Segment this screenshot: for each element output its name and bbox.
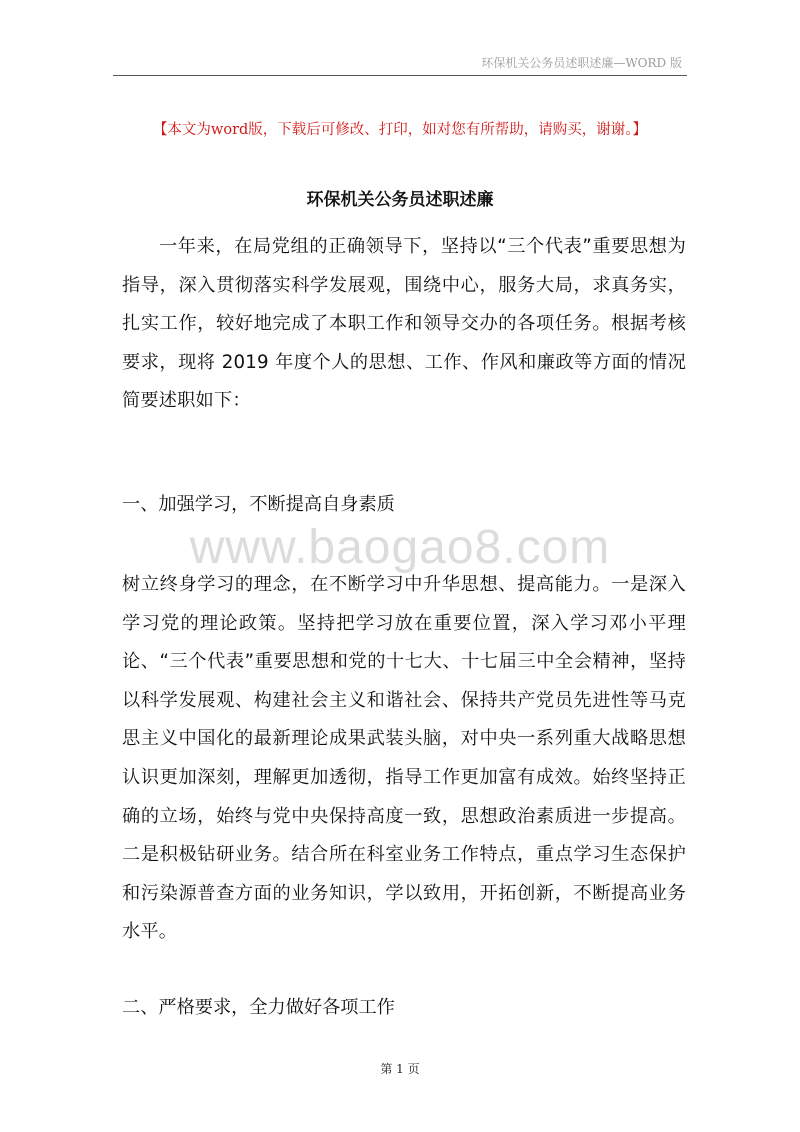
purchase-notice: 【本文为word版，下载后可修改、打印，如对您有所帮助，请购买，谢谢。】 <box>152 122 648 138</box>
page-number: 第 1 页 <box>380 1062 420 1076</box>
section-heading-2: 二、严格要求，全力做好各项工作 <box>122 997 395 1018</box>
section-1-paragraph: 树立终身学习的理念，在不断学习中升华思想、提高能力。一是深入学习党的理论政策。坚持把学习放在重要位置，深入学习邓小平理论、“三个代表”重要思想和党的十七大、十七届三中全会精神，坚持以科学发展观、构建社会主义和谐社会、保持共产党员先进性等马克思主义中国化的最新理论成果武装头脑，对中央一系列重大战略思想认识更加深刻，理解更加透彻，指导工作更加富有成效。始终坚持正确的立场，始终与党中央保持高度一致，思想政治素质进一步提高。二是积极钻研业务。结合所在科室业务工作特点，重点学习生态保护和污染源普查方面的业务知识，学以致用，开拓创新，不断提高业务水平。 <box>122 574 686 943</box>
section-heading-1: 一、加强学习，不断提高自身素质 <box>122 494 395 515</box>
site-watermark: www.baogao8.com <box>189 521 611 574</box>
document-title: 环保机关公务员述职述廉 <box>306 190 494 211</box>
intro-paragraph: 一年来，在局党组的正确领导下，坚持以“三个代表”重要思想为指导，深入贯彻落实科学发展观，围绕中心，服务大局，求真务实，扎实工作，较好地完成了本职工作和领导交办的各项任务。根据考核要求，现将 2019 年度个人的思想、工作、作风和廉政等方面的情况简要述职如下： <box>122 236 686 412</box>
running-header: 环保机关公务员述职述廉—WORD 版 <box>481 56 682 70</box>
header-divider <box>113 75 687 76</box>
